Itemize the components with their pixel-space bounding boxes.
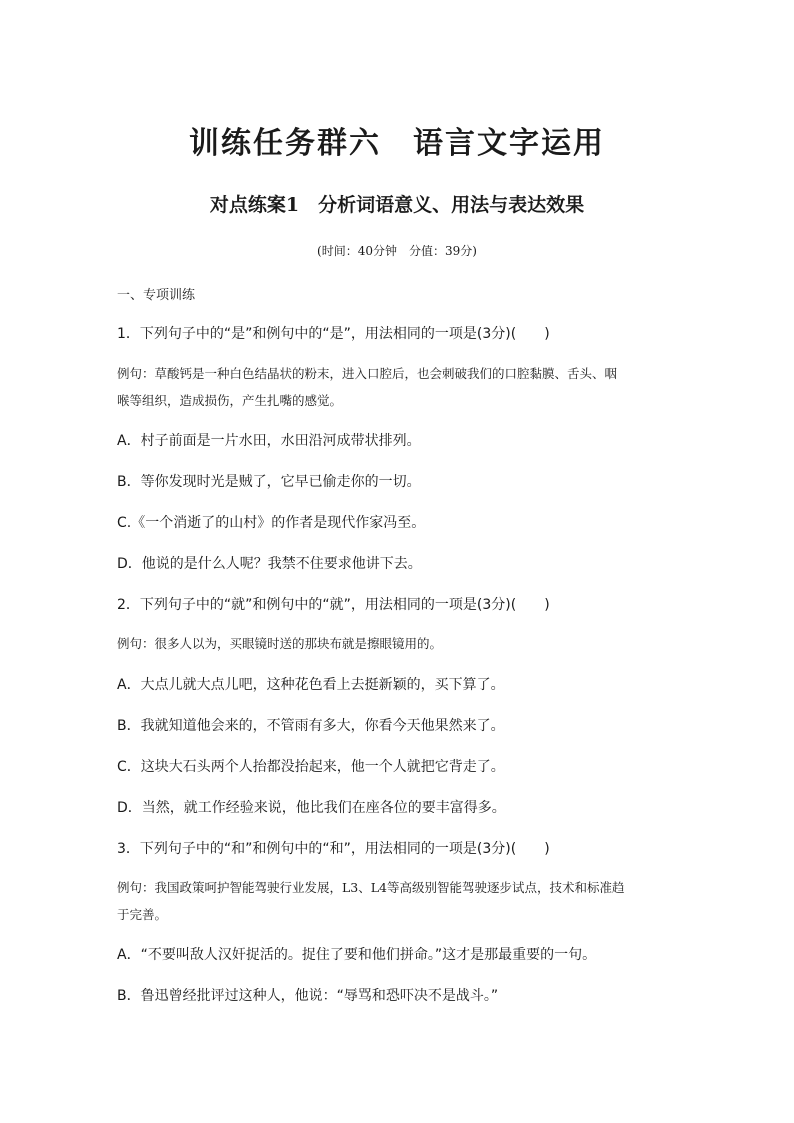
question-2-example: 例句：很多人以为，买眼镜时送的那块布就是擦眼镜用的。 xyxy=(117,636,443,651)
question-2-option-a: A．大点儿就大点儿吧，这种花色看上去挺新颖的，买下算了。 xyxy=(117,677,505,693)
question-2-option-c: C．这块大石头两个人抬都没抬起来，他一个人就把它背走了。 xyxy=(117,759,505,775)
question-3-option-b: B．鲁迅曾经批评过这种人，他说：“辱骂和恐吓决不是战斗。” xyxy=(117,988,499,1004)
question-3-option-a: A．“不要叫敌人汉奸捉活的。捉住了要和他们拼命。”这才是那最重要的一句。 xyxy=(117,947,597,963)
document-title: 训练任务群六 语言文字运用 xyxy=(189,126,605,161)
question-1-option-a: A．村子前面是一片水田，水田沿河成带状排列。 xyxy=(117,433,421,449)
section-heading: 一、专项训练 xyxy=(117,288,196,303)
question-3-example-line-1: 例句：我国政策呵护智能驾驶行业发展，L3、L4等高级别智能驾驶逐步试点，技术和标准趋 xyxy=(117,880,625,895)
question-2-option-d: D．当然，就工作经验来说，他比我们在座各位的要丰富得多。 xyxy=(117,800,506,816)
document-subtitle: 对点练案1 分析词语意义、用法与表达效果 xyxy=(209,194,585,216)
question-3-stem: 3．下列句子中的“和”和例句中的“和”，用法相同的一项是(3分)( ) xyxy=(117,841,550,857)
question-1-stem: 1．下列句子中的“是”和例句中的“是”，用法相同的一项是(3分)( ) xyxy=(117,326,550,342)
time-score-info: (时间：40分钟 分值：39分) xyxy=(317,244,477,258)
question-1-option-c: C.《一个消逝了的山村》的作者是现代作家冯至。 xyxy=(117,515,426,531)
question-1-example-line-1: 例句：草酸钙是一种白色结晶状的粉末，进入口腔后，也会刺破我们的口腔黏膜、舌头、咽 xyxy=(117,366,618,381)
question-2-option-b: B．我就知道他会来的，不管雨有多大，你看今天他果然来了。 xyxy=(117,718,505,734)
question-2-stem: 2．下列句子中的“就”和例句中的“就”，用法相同的一项是(3分)( ) xyxy=(117,597,550,613)
question-1-option-d: D．他说的是什么人呢？我禁不住要求他讲下去。 xyxy=(117,556,422,572)
question-3-example-line-2: 于完善。 xyxy=(117,907,168,922)
question-1-option-b: B．等你发现时光是贼了，它早已偷走你的一切。 xyxy=(117,474,421,490)
question-1-example-line-2: 喉等组织，造成损伤，产生扎嘴的感觉。 xyxy=(117,393,343,408)
